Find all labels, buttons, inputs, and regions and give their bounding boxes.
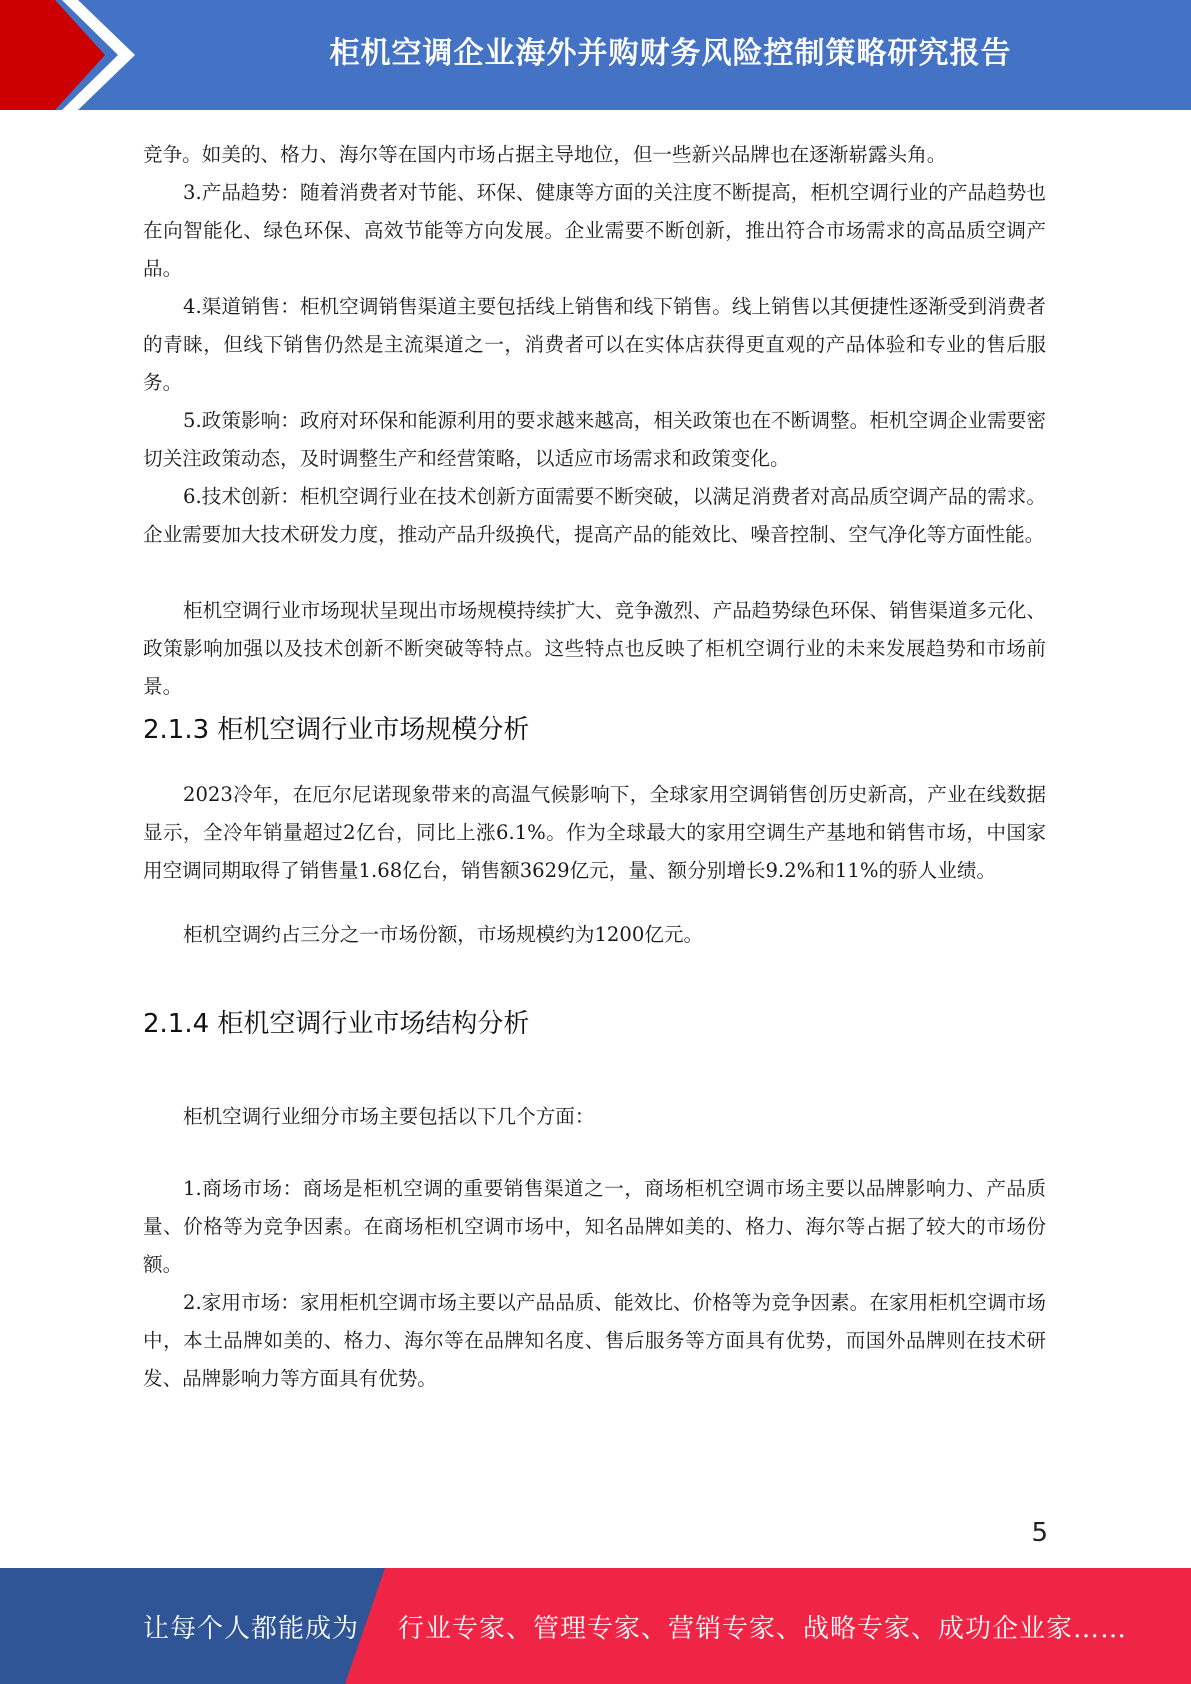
- section-heading-2-1-4: 2.1.4 柜机空调行业市场结构分析: [143, 1009, 530, 1039]
- page-header: [0, 0, 1191, 110]
- footer-slogan-right: 行业专家、管理专家、营销专家、战略专家、成功企业家……: [398, 1613, 1128, 1644]
- section-heading-2-1-3: 2.1.3 柜机空调行业市场规模分析: [143, 715, 530, 745]
- paragraph-market-size: 2023冷年，在厄尔尼诺现象带来的高温气候影响下，全球家用空调销售创历史新高，产业在线数据显示，全冷年销量超过2亿台，同比上涨6.1%。作为全球最大的家用空调生产基地和销售市场，中国家用空调同期取得了销售量1.68亿台，销售额3629亿元，量、额分别增长9.2%和11%的骄人业绩。: [143, 783, 1046, 882]
- paragraph-home-market: 2.家用市场：家用柜机空调市场主要以产品品质、能效比、价格等为竞争因素。在家用柜机空调市场中，本土品牌如美的、格力、海尔等在品牌知名度、售后服务等方面具有优势，而国外品牌则在技术研发、品牌影响力等方面具有优势。: [143, 1291, 1046, 1390]
- paragraph-segments-intro: 柜机空调行业细分市场主要包括以下几个方面：: [183, 1105, 595, 1128]
- paragraph-market-share: 柜机空调约占三分之一市场份额，市场规模约为1200亿元。: [183, 923, 704, 946]
- header-title: 柜机空调企业海外并购财务风险控制策略研究报告: [329, 36, 1012, 71]
- paragraph-mall-market: 1.商场市场：商场是柜机空调的重要销售渠道之一，商场柜机空调市场主要以品牌影响力、产品质量、价格等为竞争因素。在商场柜机空调市场中，知名品牌如美的、格力、海尔等占据了较大的市场份额。: [143, 1177, 1046, 1276]
- paragraph-policy-impact: 5.政策影响：政府对环保和能源利用的要求越来越高，相关政策也在不断调整。柜机空调企业需要密切关注政策动态，及时调整生产和经营策略，以适应市场需求和政策变化。: [143, 409, 1046, 470]
- paragraph-tech-innovation: 6.技术创新：柜机空调行业在技术创新方面需要不断突破，以满足消费者对高品质空调产品的需求。企业需要加大技术研发力度，推动产品升级换代，提高产品的能效比、噪音控制、空气净化等方面性能。: [143, 485, 1046, 546]
- page-footer: [0, 1568, 1191, 1684]
- paragraph-1: 竞争。如美的、格力、海尔等在国内市场占据主导地位，但一些新兴品牌也在逐渐崭露头角。: [143, 143, 947, 166]
- paragraph-channel-sales: 4.渠道销售：柜机空调销售渠道主要包括线上销售和线下销售。线上销售以其便捷性逐渐受到消费者的青睐，但线下销售仍然是主流渠道之一，消费者可以在实体店获得更直观的产品体验和专业的售后服务。: [143, 295, 1046, 394]
- document-body: [143, 136, 1046, 1398]
- header-chevron-decoration: [0, 0, 150, 110]
- paragraph-summary: 柜机空调行业市场现状呈现出市场规模持续扩大、竞争激烈、产品趋势绿色环保、销售渠道多元化、政策影响加强以及技术创新不断突破等特点。这些特点也反映了柜机空调行业的未来发展趋势和市场前景。: [143, 599, 1046, 698]
- paragraph-product-trend: 3.产品趋势：随着消费者对节能、环保、健康等方面的关注度不断提高，柜机空调行业的产品趋势也在向智能化、绿色环保、高效节能等方向发展。企业需要不断创新，推出符合市场需求的高品质空调产品。: [143, 181, 1046, 280]
- footer-slogan-left: 让每个人都能成为: [143, 1613, 360, 1644]
- page-number: 5: [1031, 1518, 1048, 1548]
